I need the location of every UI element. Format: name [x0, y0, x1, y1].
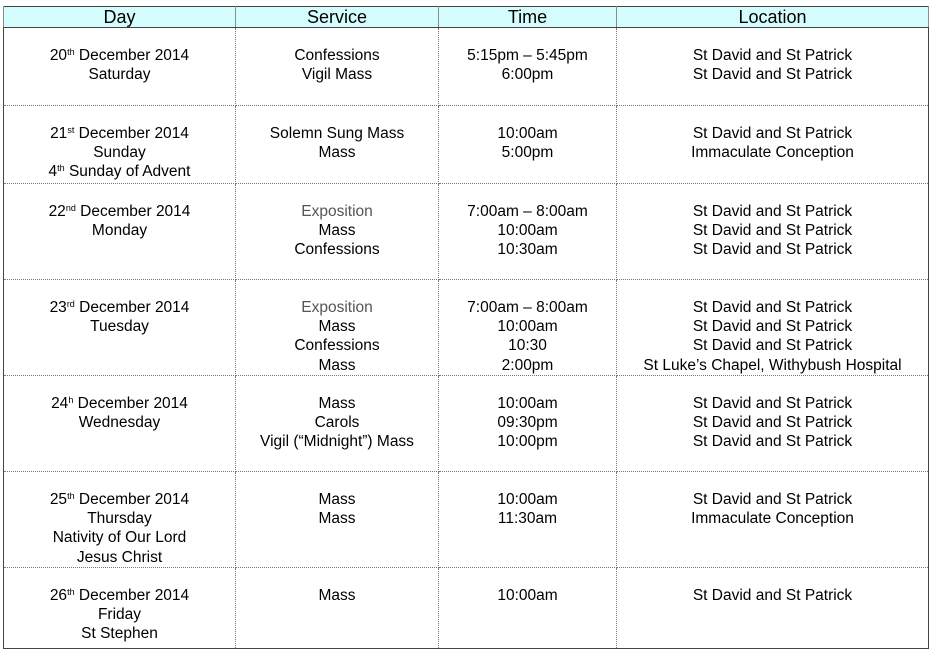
service-cell	[236, 106, 439, 184]
location-item: St David and St Patrick	[692, 587, 853, 604]
service-item: Mass	[318, 356, 356, 374]
day-detail: Jesus Christ	[76, 548, 163, 566]
location-item: St David and St Patrick	[692, 318, 853, 336]
service-item: Vigil (“Midnight”) Mass	[260, 433, 414, 451]
header-service: Service	[236, 7, 439, 28]
date-line	[4, 124, 235, 143]
date-line	[4, 586, 235, 605]
date-month-year: December 2014	[73, 395, 188, 412]
location-item: St David and St Patrick	[692, 222, 853, 240]
time-item: 6:00pm	[501, 66, 554, 84]
location-cell	[617, 376, 929, 472]
location-item: St David and St Patrick	[692, 414, 853, 432]
time-item: 09:30pm	[497, 414, 558, 432]
date-number: 22	[48, 203, 66, 220]
location-item: St David and St Patrick	[692, 433, 853, 451]
day-detail: Tuesday	[90, 318, 149, 336]
date-month-year: December 2014	[74, 47, 190, 64]
date-number: 25	[49, 491, 68, 508]
location-item: St David and St Patrick	[692, 395, 853, 412]
header-day: Day	[4, 7, 236, 28]
date-suffix: nd	[65, 203, 76, 213]
table-row	[4, 472, 929, 568]
date-suffix: st	[67, 125, 75, 135]
location-item: Immaculate Conception	[691, 144, 854, 162]
date-month-year: December 2014	[74, 125, 189, 142]
service-item: Confessions	[294, 47, 380, 64]
extra-number: 4	[48, 163, 58, 181]
schedule-table	[3, 6, 929, 649]
date-suffix: th	[67, 491, 75, 501]
header-location: Location	[617, 7, 929, 28]
date-month-year: December 2014	[74, 491, 190, 508]
service-cell	[236, 184, 439, 280]
time-item: 10:30	[508, 337, 547, 355]
day-detail: Friday	[97, 606, 142, 624]
time-item: 10:00am	[497, 491, 558, 508]
header-time: Time	[439, 7, 617, 28]
location-cell	[617, 280, 929, 376]
time-item: 5:15pm – 5:45pm	[467, 47, 588, 64]
time-item: 7:00am – 8:00am	[467, 203, 588, 220]
date-month-year: December 2014	[74, 299, 190, 316]
day-cell	[4, 106, 236, 184]
date-line	[4, 394, 235, 413]
service-item: Mass	[318, 144, 356, 162]
date-number: 21	[50, 125, 68, 142]
time-item: 7:00am – 8:00am	[467, 299, 588, 316]
service-item: Mass	[318, 395, 356, 412]
table-row	[4, 280, 929, 376]
location-item: St David and St Patrick	[692, 299, 853, 316]
extra-suffix: th	[57, 163, 65, 174]
day-cell	[4, 184, 236, 280]
date-number: 23	[49, 299, 67, 316]
location-item: St David and St Patrick	[692, 203, 853, 220]
service-item: Exposition	[301, 299, 373, 316]
schedule-body	[4, 28, 929, 649]
time-item: 10:00pm	[497, 433, 558, 451]
service-cell	[236, 280, 439, 376]
location-item: St David and St Patrick	[692, 47, 853, 64]
service-item: Mass	[318, 491, 356, 508]
date-line	[4, 298, 235, 317]
day-extra	[4, 162, 235, 181]
time-item: 10:00am	[497, 395, 558, 412]
service-item: Exposition	[301, 203, 373, 220]
day-cell	[4, 280, 236, 376]
location-cell	[617, 106, 929, 184]
table-row	[4, 376, 929, 472]
location-cell	[617, 472, 929, 568]
service-item: Mass	[318, 587, 356, 604]
time-cell	[439, 472, 617, 568]
time-cell	[439, 184, 617, 280]
day-detail: Wednesday	[78, 414, 161, 432]
location-item: St David and St Patrick	[692, 66, 853, 84]
service-cell	[236, 472, 439, 568]
service-cell	[236, 568, 439, 649]
date-suffix: rd	[66, 299, 75, 309]
time-cell	[439, 106, 617, 184]
time-cell	[439, 28, 617, 106]
service-item: Carols	[314, 414, 360, 432]
date-line	[4, 202, 235, 221]
day-cell	[4, 568, 236, 649]
service-cell	[236, 376, 439, 472]
date-line	[4, 46, 235, 65]
table-row	[4, 28, 929, 106]
location-item: St David and St Patrick	[692, 337, 853, 355]
location-item: St David and St Patrick	[692, 491, 853, 508]
day-detail: Saturday	[88, 66, 151, 84]
header-row	[4, 7, 929, 28]
time-item: 5:00pm	[501, 144, 554, 162]
day-detail: St Stephen	[81, 625, 158, 643]
time-item: 10:00am	[497, 125, 558, 142]
location-item: Immaculate Conception	[691, 510, 854, 528]
time-item: 10:00am	[497, 222, 558, 240]
time-item: 11:30am	[497, 510, 558, 528]
date-line	[4, 490, 235, 509]
day-detail: Sunday	[93, 144, 146, 162]
time-item: 2:00pm	[501, 356, 554, 374]
day-cell	[4, 376, 236, 472]
time-cell	[439, 376, 617, 472]
table-row	[4, 184, 929, 280]
time-cell	[439, 568, 617, 649]
extra-text: Sunday of Advent	[64, 163, 191, 181]
location-item: St Luke’s Chapel, Withybush Hospital	[643, 356, 902, 374]
date-suffix: h	[68, 395, 74, 405]
time-item: 10:30am	[497, 241, 558, 259]
date-month-year: December 2014	[75, 203, 191, 220]
day-detail: Monday	[91, 222, 148, 240]
date-number: 24	[51, 395, 69, 412]
table-row	[4, 568, 929, 649]
location-cell	[617, 184, 929, 280]
service-item: Confessions	[294, 241, 380, 259]
time-item: 10:00am	[497, 587, 558, 604]
service-cell	[236, 28, 439, 106]
location-cell	[617, 28, 929, 106]
service-item: Confessions	[294, 337, 380, 355]
date-number: 20	[49, 47, 68, 64]
location-cell	[617, 568, 929, 649]
service-item: Mass	[318, 222, 356, 240]
location-item: St David and St Patrick	[692, 241, 853, 259]
date-suffix: th	[67, 47, 75, 57]
date-suffix: th	[67, 587, 75, 597]
day-cell	[4, 28, 236, 106]
day-cell	[4, 472, 236, 568]
date-number: 26	[49, 587, 68, 604]
service-item: Mass	[318, 318, 356, 336]
service-item: Mass	[318, 510, 356, 528]
time-item: 10:00am	[497, 318, 558, 336]
date-month-year: December 2014	[74, 587, 190, 604]
service-item: Vigil Mass	[301, 66, 373, 84]
service-item: Solemn Sung Mass	[269, 125, 405, 142]
day-detail: Thursday	[87, 510, 152, 528]
time-cell	[439, 280, 617, 376]
day-detail: Nativity of Our Lord	[52, 529, 187, 547]
location-item: St David and St Patrick	[692, 125, 853, 142]
table-row	[4, 106, 929, 184]
